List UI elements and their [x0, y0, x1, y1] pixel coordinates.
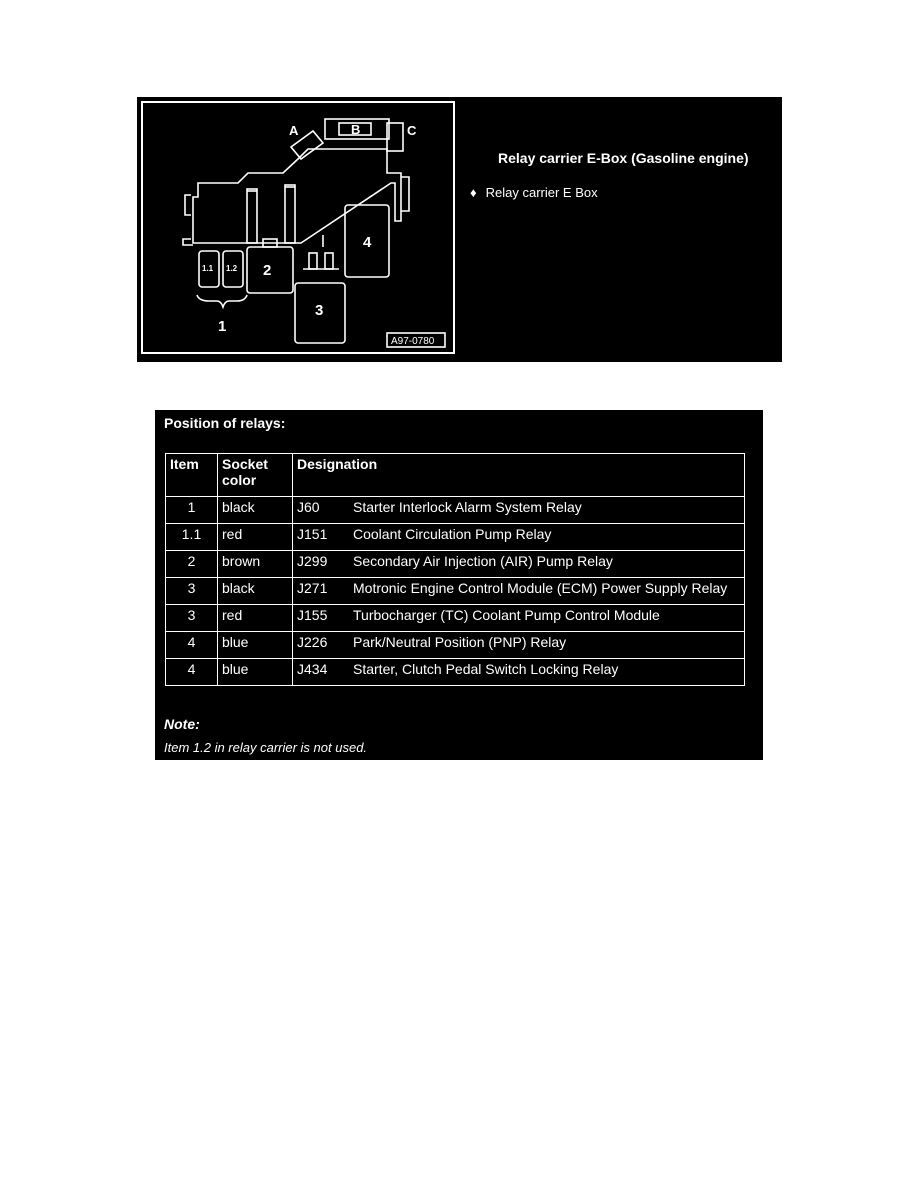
cell-designation	[293, 605, 745, 632]
relay-description: Coolant Circulation Pump Relay	[353, 526, 552, 542]
relay-carrier-diagram	[141, 101, 455, 354]
cell-item: 1	[166, 497, 218, 524]
diamond-bullet-icon: ♦	[470, 185, 477, 200]
diagram-label-1-2: 1.2	[226, 264, 238, 273]
table-header-row	[166, 454, 745, 497]
relay-table-panel	[155, 410, 763, 760]
diagram-label-4: 4	[363, 234, 372, 251]
diagram-label-c: C	[407, 123, 417, 138]
diagram-label-b: B	[351, 122, 361, 137]
relay-code: J299	[297, 553, 328, 569]
table-row	[166, 551, 745, 578]
cell-designation	[293, 524, 745, 551]
cell-designation	[293, 551, 745, 578]
cell-item: 1.1	[166, 524, 218, 551]
relay-description: Starter, Clutch Pedal Switch Locking Relay	[353, 661, 619, 677]
figure-bullet	[470, 185, 598, 200]
table-row	[166, 524, 745, 551]
table-row	[166, 497, 745, 524]
relay-code: J155	[297, 607, 328, 623]
relay-description: Secondary Air Injection (AIR) Pump Relay	[353, 553, 613, 569]
note-label: Note:	[164, 716, 200, 732]
cell-item: 3	[166, 578, 218, 605]
diagram-label-2: 2	[263, 262, 272, 279]
relay-code: J60	[297, 499, 320, 515]
cell-socket-color: black	[218, 578, 293, 605]
cell-item: 2	[166, 551, 218, 578]
relay-code: J271	[297, 580, 328, 596]
diagram-label-1-1: 1.1	[202, 264, 214, 273]
cell-designation	[293, 497, 745, 524]
column-header-socket-color	[218, 454, 293, 497]
figure-title: Relay carrier E-Box (Gasoline engine)	[498, 150, 749, 166]
table-row	[166, 659, 745, 686]
cell-designation	[293, 659, 745, 686]
cell-socket-color: brown	[218, 551, 293, 578]
cell-socket-color: blue	[218, 632, 293, 659]
diagram-label-3: 3	[315, 302, 324, 319]
diagram-code: A97-0780	[391, 336, 435, 347]
relay-code: J151	[297, 526, 328, 542]
cell-socket-color: black	[218, 497, 293, 524]
cell-socket-color: red	[218, 605, 293, 632]
relay-code: J434	[297, 661, 328, 677]
relay-position-table	[165, 453, 745, 686]
relay-description: Motronic Engine Control Module (ECM) Power Supply Relay	[353, 580, 728, 596]
relay-description: Starter Interlock Alarm System Relay	[353, 499, 582, 515]
relay-description: Turbocharger (TC) Coolant Pump Control Module	[353, 607, 660, 623]
table-row	[166, 632, 745, 659]
cell-item: 4	[166, 659, 218, 686]
relay-carrier-drawing	[143, 103, 453, 352]
relay-description: Park/Neutral Position (PNP) Relay	[353, 634, 567, 650]
figure-bullet-text: Relay carrier E Box	[485, 185, 598, 200]
cell-item: 4	[166, 632, 218, 659]
cell-designation	[293, 578, 745, 605]
column-header-designation: Designation	[293, 454, 745, 497]
note-text: Item 1.2 in relay carrier is not used.	[164, 740, 368, 755]
table-heading: Position of relays:	[164, 415, 286, 431]
cell-socket-color: red	[218, 524, 293, 551]
diagram-label-1: 1	[218, 318, 227, 335]
table-row	[166, 605, 745, 632]
figure-panel	[137, 97, 782, 362]
column-header-socket-color-line2: color	[222, 472, 257, 488]
table-row	[166, 578, 745, 605]
cell-designation	[293, 632, 745, 659]
column-header-item: Item	[166, 454, 218, 497]
cell-socket-color: blue	[218, 659, 293, 686]
cell-item: 3	[166, 605, 218, 632]
column-header-socket-color-line1: Socket	[222, 456, 268, 472]
diagram-label-a: A	[289, 123, 299, 138]
relay-code: J226	[297, 634, 328, 650]
